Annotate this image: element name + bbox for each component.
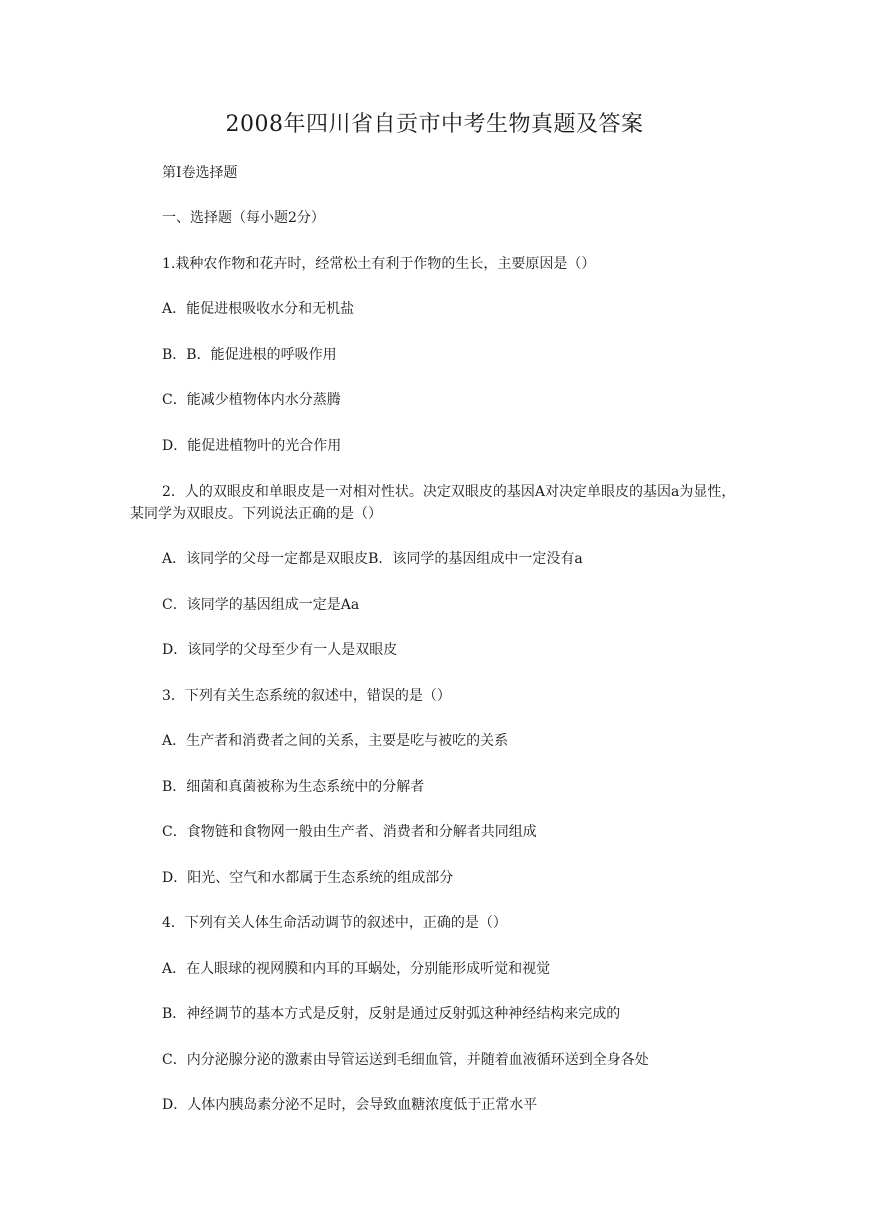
question-3-option-c: C．食物链和食物网一般由生产者、消费者和分解者共同组成	[162, 824, 537, 840]
question-1-stem: 1.栽种农作物和花卉时，经常松土有利于作物的生长，主要原因是（）	[162, 256, 596, 272]
question-2-option-ab: A．该同学的父母一定都是双眼皮B．该同学的基因组成中一定没有a	[162, 551, 583, 567]
question-4-option-c: C．内分泌腺分泌的激素由导管运送到毛细血管，并随着血液循环送到全身各处	[162, 1052, 649, 1068]
question-2-option-c: C．该同学的基因组成一定是Aa	[162, 597, 360, 613]
question-3-option-d: D．阳光、空气和水都属于生态系统的组成部分	[162, 870, 454, 886]
question-1-option-d: D．能促进植物叶的光合作用	[162, 438, 342, 454]
question-4-stem: 4．下列有关人体生命活动调节的叙述中，正确的是（）	[162, 915, 507, 931]
section-heading: 第Ⅰ卷选择题	[162, 165, 238, 181]
question-3-stem: 3．下列有关生态系统的叙述中，错误的是（）	[162, 688, 451, 704]
question-1-option-c: C．能减少植物体内水分蒸腾	[162, 392, 341, 408]
question-4-option-d: D．人体内胰岛素分泌不足时，会导致血糖浓度低于正常水平	[162, 1097, 538, 1113]
question-3-option-a: A．生产者和消费者之间的关系，主要是吃与被吃的关系	[162, 733, 509, 749]
question-1-option-a: A．能促进根吸收水分和无机盐	[162, 301, 355, 317]
question-2-stem: 2．人的双眼皮和单眼皮是一对相对性状。决定双眼皮的基因A对决定单眼皮的基因a为显性，某同学为双眼皮。下列说法正确的是（）	[130, 484, 736, 522]
question-2-option-d: D．该同学的父母至少有一人是双眼皮	[162, 642, 398, 658]
document-title: 2008年四川省自贡市中考生物真题及答案	[225, 112, 644, 137]
question-4-option-b: B．神经调节的基本方式是反射，反射是通过反射弧这种神经结构来完成的	[162, 1006, 621, 1022]
question-1-option-b: B．B．能促进根的呼吸作用	[162, 347, 337, 363]
question-3-option-b: B．细菌和真菌被称为生态系统中的分解者	[162, 779, 425, 795]
part-heading: 一、选择题（每小题2分）	[162, 210, 325, 226]
question-4-option-a: A．在人眼球的视网膜和内耳的耳蜗处，分别能形成听觉和视觉	[162, 961, 551, 977]
